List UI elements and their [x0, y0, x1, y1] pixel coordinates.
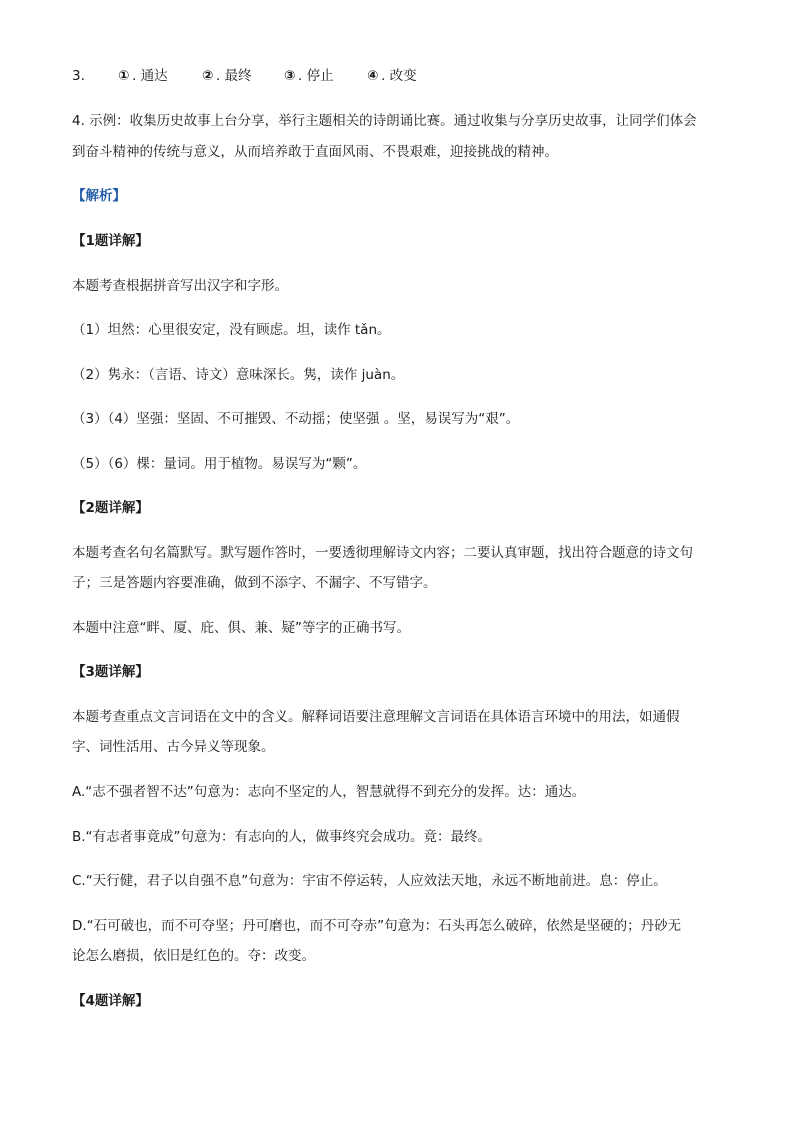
sec3-option-c: C.“天行健，君子以自强不息”句意为：宇宙不停运转，人应效法天地，永远不断地前进。息：停止。	[72, 873, 667, 889]
q3-answer-2-text: . 最终	[216, 68, 252, 84]
analysis-label: 【解析】	[72, 188, 126, 204]
sec2-p1-line-1: 本题考查名句名篇默写。默写题作答时，一要透彻理解诗文内容；二要认真审题，找出符合题意的诗文句	[72, 545, 693, 561]
q3-answer-4-mark: ④	[367, 68, 379, 84]
sec1-heading: 【1题详解】	[72, 233, 149, 249]
sec1-intro: 本题考查根据拼音写出汉字和字形。	[72, 278, 288, 294]
sec2-p1-line-2: 子；三是答题内容要准确，做到不添字、不漏字、不写错字。	[72, 575, 437, 591]
q3-answer-4-text: . 改变	[381, 68, 417, 84]
sec2-p2: 本题中注意“畔、厦、庇、俱、兼、疑”等字的正确书写。	[72, 620, 410, 636]
sec1-item-3: （3）（4）坚强：坚固、不可摧毁、不动摇；使坚强 。坚，易误写为“艰”。	[72, 411, 520, 427]
sec3-option-d-line-2: 论怎么磨损，依旧是红色的。夺：改变。	[72, 948, 315, 964]
q3-answer-row	[72, 66, 732, 86]
q4-answer-line-2: 到奋斗精神的传统与意义，从而培养敢于直面风雨、不畏艰难，迎接挑战的精神。	[72, 144, 558, 160]
q4-answer-line-1: 4. 示例：收集历史故事上台分享，举行主题相关的诗朗诵比赛。通过收集与分享历史故事，让同学们体会	[72, 113, 697, 129]
sec3-option-b: B.“有志者事竟成”句意为：有志向的人，做事终究会成功。竟：最终。	[72, 829, 492, 845]
q3-answer-1-text: . 通达	[132, 68, 168, 84]
sec3-option-a: A.“志不强者智不达”句意为：志向不坚定的人，智慧就得不到充分的发挥。达：通达。	[72, 784, 586, 800]
sec3-option-d-line-1: D.“石可破也，而不可夺坚；丹可磨也，而不可夺赤”句意为：石头再怎么破碎，依然是坚硬的；丹砂无	[72, 918, 682, 934]
sec1-item-2: （2）隽永：（言语、诗文）意味深长。隽，读作 juàn。	[72, 367, 405, 383]
q3-number: 3.	[72, 68, 85, 84]
q3-answer-3-text: . 停止	[298, 68, 334, 84]
sec4-heading: 【4题详解】	[72, 993, 149, 1009]
sec1-item-4: （5）（6）棵：量词。用于植物。易误写为“颗”。	[72, 456, 367, 472]
sec3-p1-line-2: 字、词性活用、古今异义等现象。	[72, 739, 275, 755]
sec1-item-1: （1）坦然：心里很安定，没有顾虑。坦，读作 tǎn。	[72, 322, 391, 338]
sec2-heading: 【2题详解】	[72, 500, 149, 516]
q3-answer-3-mark: ③	[284, 68, 296, 84]
q3-answer-1-mark: ①	[118, 68, 130, 84]
sec3-p1-line-1: 本题考查重点文言词语在文中的含义。解释词语要注意理解文言词语在具体语言环境中的用法，如通假	[72, 709, 680, 725]
sec3-heading: 【3题详解】	[72, 664, 149, 680]
q3-answer-2-mark: ②	[202, 68, 214, 84]
